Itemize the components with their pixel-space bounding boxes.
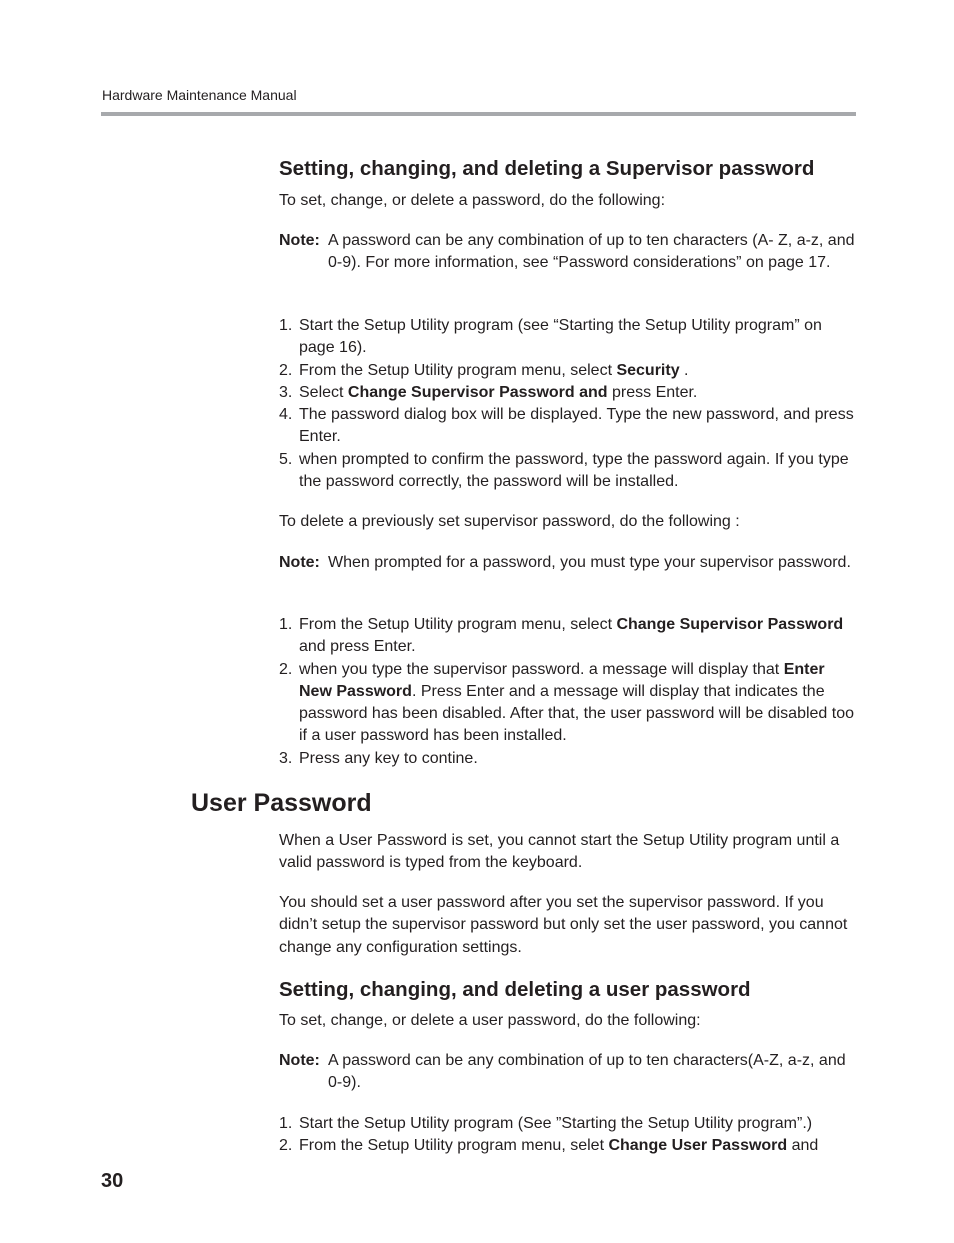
step-number: 5. (279, 450, 293, 468)
step-number: 1. (279, 616, 293, 633)
step-text: when prompted to confirm the password, type the password again. If you type the password correctly, the password will be installed. (299, 450, 849, 491)
user-password-para-1: When a User Password is set, you cannot start the Setup Utility program until a valid password is typed from the keyboard. (279, 832, 840, 872)
list-item (279, 1113, 859, 1135)
note-text: A password can be any combination of up to ten characters (A- Z, a-z, and 0-9). For more information, see “Password considerations” on page 17. (328, 232, 855, 272)
delete-note (279, 552, 859, 574)
supervisor-section-heading: Setting, changing, and deleting a Supervisor password (279, 157, 815, 180)
bold-term: Change User Password (608, 1137, 788, 1155)
page-number: 30 (101, 1170, 124, 1192)
list-item (279, 360, 859, 382)
step-number: 2. (279, 660, 293, 678)
step-text: From the Setup Utility program menu, select Change Supervisor Password and press Enter. (299, 616, 844, 656)
step-number: 3. (279, 383, 293, 401)
note-text: When prompted for a password, you must type your supervisor password. (328, 554, 851, 571)
step-text: Start the Setup Utility program (see “Starting the Setup Utility program” on page 16). (299, 317, 822, 357)
list-item (279, 614, 859, 659)
note-text: A password can be any combination of up to ten characters(A-Z, a-z, and 0-9). (328, 1052, 846, 1092)
list-item (279, 748, 859, 770)
step-number: 3. (279, 749, 293, 767)
user-password-heading: User Password (191, 789, 372, 817)
step-text: From the Setup Utility program menu, selet Change User Password and (299, 1137, 819, 1155)
user-password-para-2: You should set a user password after you set the supervisor password. If you didn’t setup the supervisor password but only set the user password, you cannot change any configuration settings. (279, 894, 848, 956)
running-header: Hardware Maintenance Manual (102, 87, 297, 103)
list-item (279, 659, 859, 748)
step-text: Select Change Supervisor Password and press Enter. (299, 383, 698, 401)
step-number: 2. (279, 361, 293, 379)
header-rule (101, 112, 856, 116)
bold-term: Enter New Password (299, 660, 825, 700)
step-text: Press any key to contine. (299, 749, 478, 767)
delete-steps-list (279, 614, 859, 770)
supervisor-intro: To set, change, or delete a password, do the following: (279, 192, 666, 209)
step-number: 1. (279, 1115, 293, 1132)
step-text: From the Setup Utility program menu, select Security . (299, 361, 689, 379)
bold-term: Security (616, 361, 680, 379)
note-label: Note: (279, 1052, 320, 1069)
user-password-steps-list (279, 1113, 859, 1158)
step-text: Start the Setup Utility program (See ”Starting the Setup Utility program”.) (299, 1115, 813, 1132)
list-item (279, 1135, 859, 1157)
step-number: 1. (279, 317, 293, 334)
step-text: The password dialog box will be displayed. Type the new password, and press Enter. (299, 406, 854, 446)
list-item (279, 382, 859, 404)
bold-term: Change Supervisor Password (616, 616, 844, 633)
list-item (279, 449, 859, 494)
user-password-note (279, 1050, 859, 1095)
user-password-intro: To set, change, or delete a user password, do the following: (279, 1012, 701, 1029)
step-number: 4. (279, 406, 293, 424)
delete-intro: To delete a previously set supervisor password, do the following : (279, 513, 740, 530)
step-number: 2. (279, 1137, 293, 1155)
user-password-subheading: Setting, changing, and deleting a user password (279, 978, 751, 1001)
step-text: when you type the supervisor password. a message will display that Enter New Password. Press Enter and a message will display that indicates the password has been disabled. After that, the user password will be disabled too if a user password has been installed. (299, 660, 854, 745)
supervisor-steps-list (279, 315, 859, 493)
note-label: Note: (279, 232, 320, 249)
list-item (279, 315, 859, 360)
list-item (279, 404, 859, 449)
note-label: Note: (279, 554, 320, 571)
supervisor-note (279, 230, 859, 275)
bold-term: Change Supervisor Password and (347, 383, 608, 401)
